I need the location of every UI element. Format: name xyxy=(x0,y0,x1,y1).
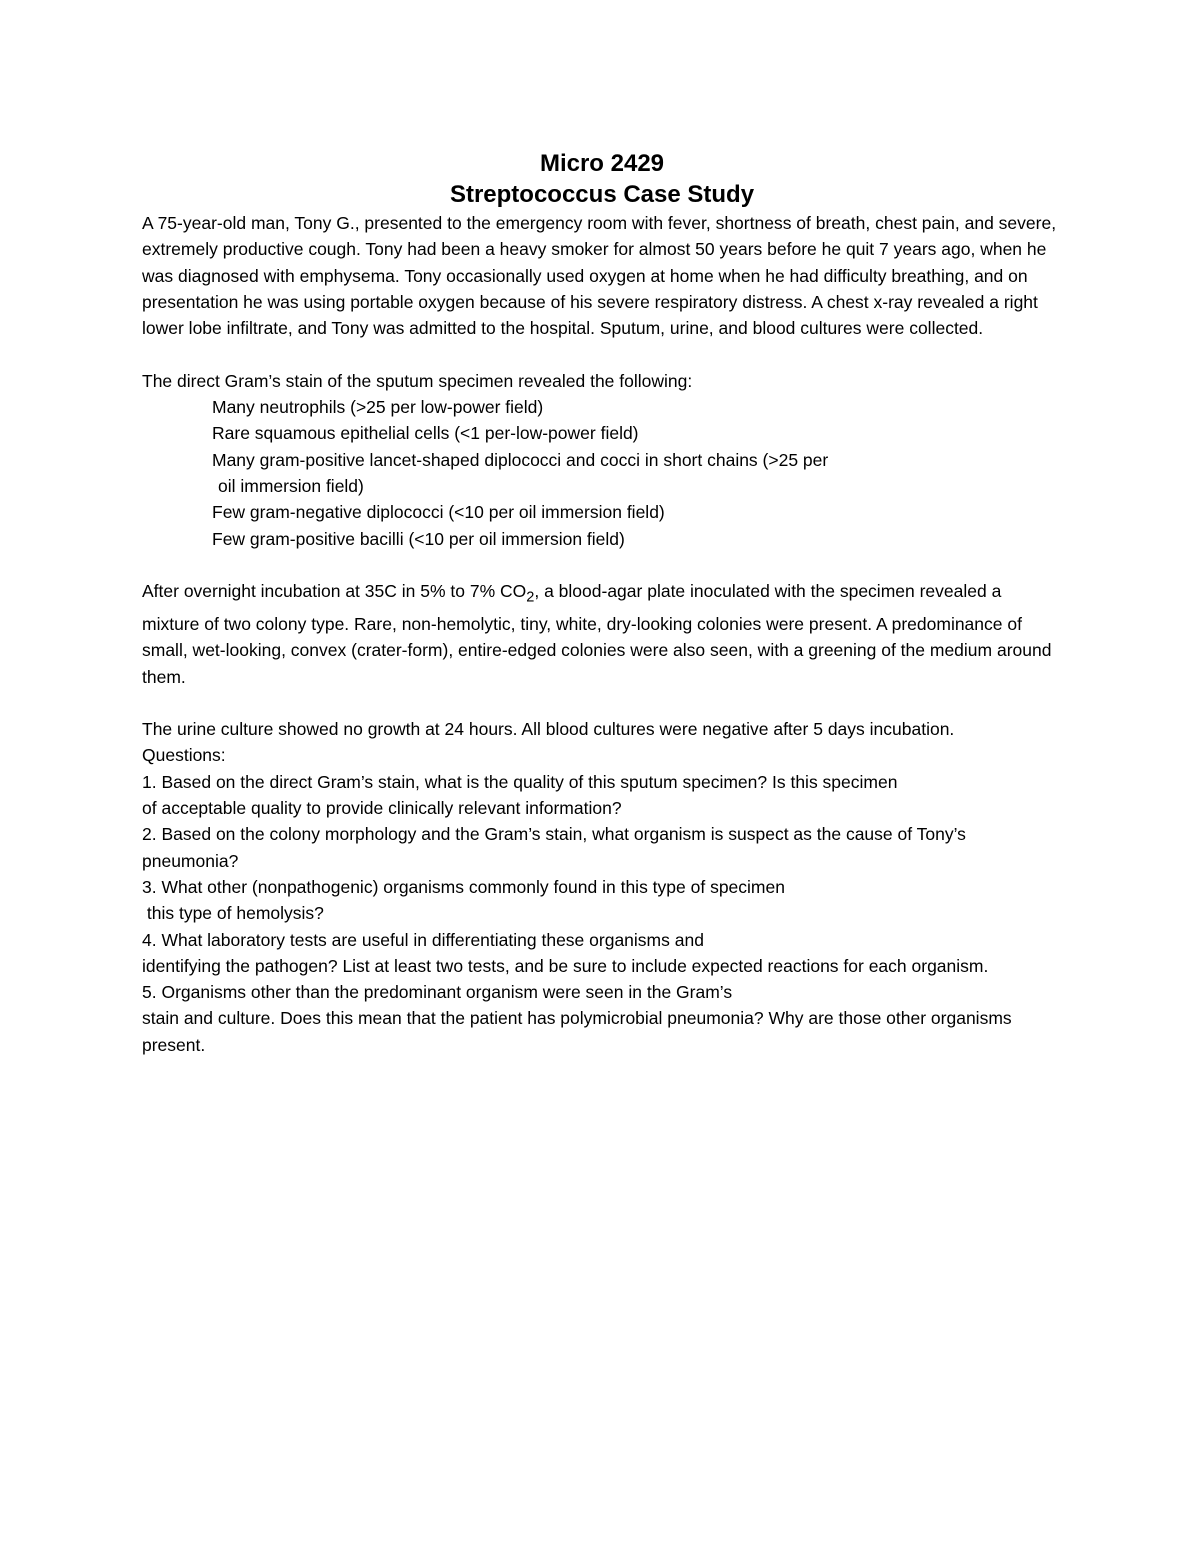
urine-blood-paragraph: The urine culture showed no growth at 24 hours. All blood cultures were negative after 5 days incubation. xyxy=(142,719,955,740)
paragraph-spacer xyxy=(142,690,1062,716)
question-line: 1. Based on the direct Gram’s stain, what is the quality of this sputum specimen? Is this specimen xyxy=(142,771,898,792)
paragraph-spacer xyxy=(142,552,1062,578)
culture-paragraph xyxy=(142,578,1062,690)
gram-stain-intro: The direct Gram’s stain of the sputum specimen revealed the following: xyxy=(142,370,693,391)
list-item: Many gram-positive lancet-shaped diplococci and cocci in short chains (>25 per xyxy=(212,449,829,470)
list-item-continuation xyxy=(142,473,1062,499)
paragraph-spacer xyxy=(142,341,1062,367)
question-line: this type of hemolysis? xyxy=(142,903,324,924)
gram-stain-findings-list xyxy=(142,394,1062,552)
co2-subscript: 2 xyxy=(526,589,535,606)
document-body xyxy=(142,148,1062,1058)
culture-text-start: After overnight incubation at 35C in 5% to 7% CO xyxy=(142,581,527,602)
question-line: 3. What other (nonpathogenic) organisms commonly found in this type of specimen xyxy=(142,876,785,897)
list-item: Many neutrophils (>25 per low-power field) xyxy=(212,397,544,418)
case-study-title: Streptococcus Case Study xyxy=(449,181,755,208)
list-item: Few gram-positive bacilli (<10 per oil immersion field) xyxy=(212,528,625,549)
question-line: identifying the pathogen? List at least two tests, and be sure to include expected reactions for each organism. xyxy=(142,955,989,976)
list-item-continuation-text: oil immersion field) xyxy=(218,475,364,496)
question-line: stain and culture. Does this mean that the patient has polymicrobial pneumonia? Why are those other organisms present. xyxy=(142,1008,1012,1055)
question-line: 4. What laboratory tests are useful in differentiating these organisms and xyxy=(142,929,704,950)
question-2 xyxy=(142,821,1062,874)
question-4 xyxy=(142,927,1062,980)
questions-heading: Questions: xyxy=(142,745,226,766)
culture-text-end: , a blood-agar plate inoculated with the specimen revealed a mixture of two colony type. Rare, non-hemolytic, tiny, white, dry-looking colonies were present. A predominance of small, wet-looking, convex (crater-form), entire-edged colonies were also seen, with a greening of the medium around them. xyxy=(142,581,1052,687)
course-title: Micro 2429 xyxy=(539,150,665,177)
question-3 xyxy=(142,874,1062,927)
case-intro-paragraph: A 75-year-old man, Tony G., presented to the emergency room with fever, shortness of breath, chest pain, and severe, extremely productive cough. Tony had been a heavy smoker for almost 50 years before he quit 7 years ago, when he was diagnosed with emphysema. Tony occasionally used oxygen at home when he had difficulty breathing, and on presentation he was using portable oxygen because of his severe respiratory distress. A chest x-ray revealed a right lower lobe infiltrate, and Tony was admitted to the hospital. Sputum, urine, and blood cultures were collected. xyxy=(142,213,1057,339)
question-5 xyxy=(142,979,1062,1058)
list-item: Rare squamous epithelial cells (<1 per-low-power field) xyxy=(212,423,639,444)
question-line: of acceptable quality to provide clinically relevant information? xyxy=(142,798,622,819)
question-line: 5. Organisms other than the predominant organism were seen in the Gram’s xyxy=(142,982,733,1003)
question-line: 2. Based on the colony morphology and the Gram’s stain, what organism is suspect as the cause of Tony’s pneumonia? xyxy=(142,824,966,871)
question-1 xyxy=(142,769,1062,822)
list-item: Few gram-negative diplococci (<10 per oil immersion field) xyxy=(212,502,665,523)
